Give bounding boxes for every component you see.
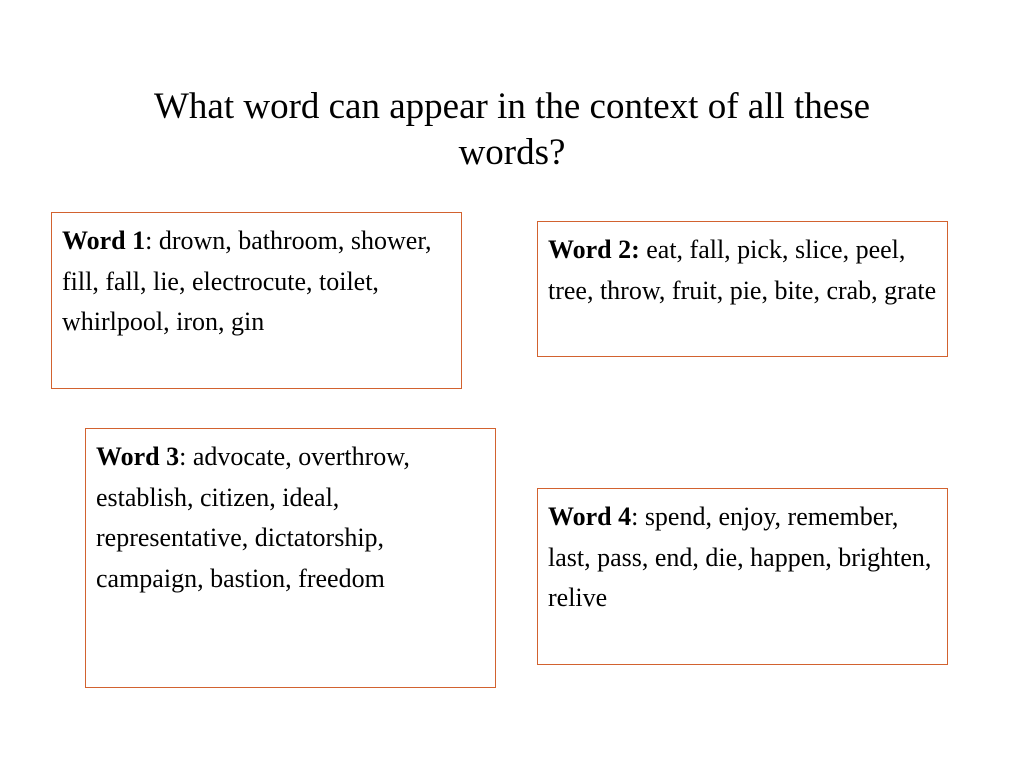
word-1-separator: :	[145, 226, 153, 255]
word-4-separator: :	[631, 502, 639, 531]
word-1-box	[51, 212, 462, 389]
slide-title: What word can appear in the context of all these words?	[153, 86, 871, 173]
word-3-box	[85, 428, 496, 688]
word-2-context-words: eat, fall, pick, slice, peel, tree, throw, fruit, pie, bite, crab, grate	[548, 235, 937, 305]
word-1-context-words: drown, bathroom, shower, fill, fall, lie, electrocute, toilet, whirlpool, iron, gin	[62, 226, 432, 336]
word-4-label: Word 4	[548, 502, 632, 531]
word-3-separator: :	[179, 442, 187, 471]
word-4-box	[537, 488, 948, 665]
word-3-label: Word 3	[96, 442, 180, 471]
word-3-context-words: advocate, overthrow, establish, citizen, ideal, representative, dictatorship, campaign, bastion, freedom	[96, 442, 410, 593]
word-1-label: Word 1	[62, 226, 146, 255]
word-2-label: Word 2:	[548, 235, 640, 264]
word-2-box	[537, 221, 948, 357]
word-4-context-words: spend, enjoy, remember, last, pass, end, die, happen, brighten, relive	[548, 502, 932, 612]
